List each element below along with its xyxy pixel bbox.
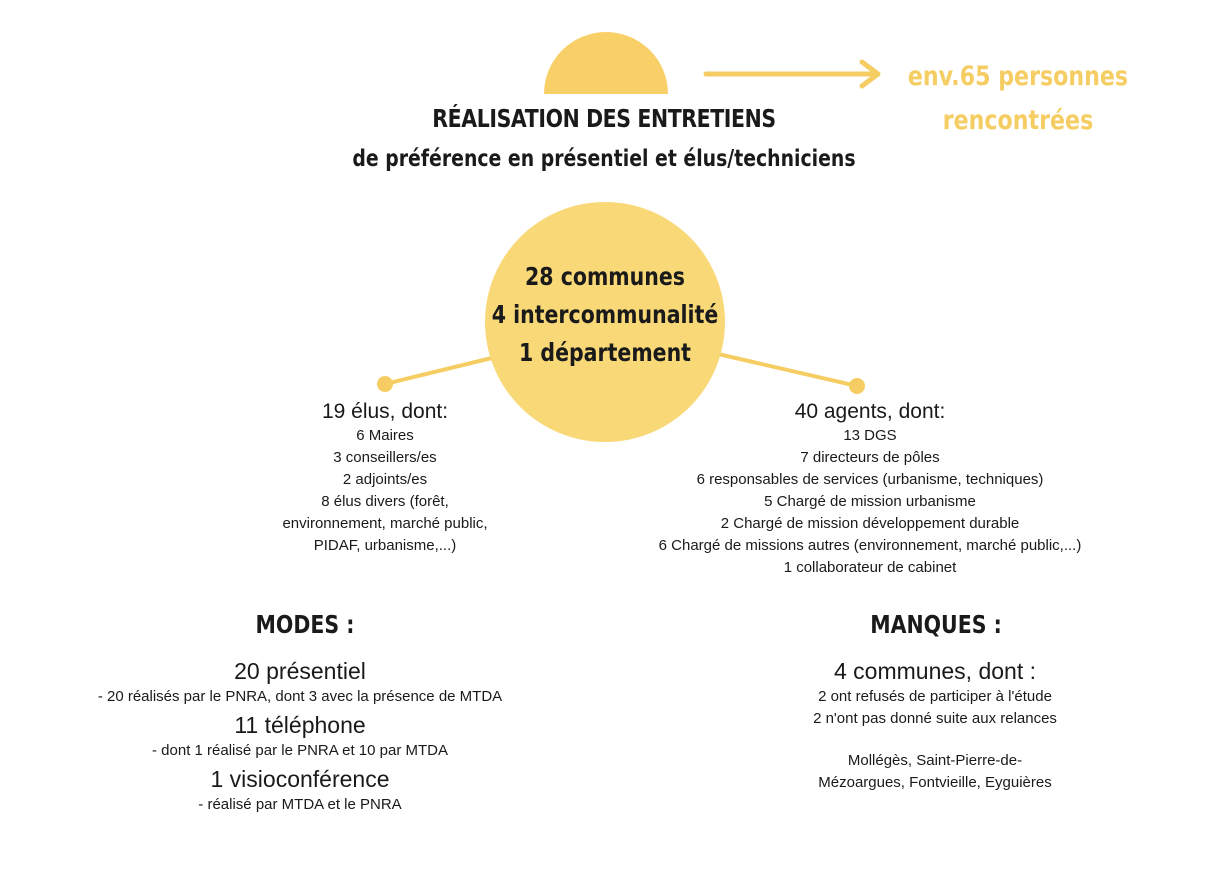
spacer bbox=[700, 730, 1170, 750]
mode-telephone-heading: 11 téléphone bbox=[234, 712, 366, 738]
mode-telephone-detail: - dont 1 réalisé par le PNRA et 10 par MTDA bbox=[152, 742, 448, 759]
result-callout bbox=[903, 55, 1133, 143]
list-item: 6 Chargé de missions autres (environnement, marché public,...) bbox=[658, 537, 1082, 554]
center-circle-text bbox=[482, 258, 728, 372]
list-item: 3 conseillers/es bbox=[333, 449, 437, 466]
modes-block bbox=[20, 654, 580, 816]
page-title: RÉALISATION DES ENTRETIENS bbox=[432, 104, 776, 133]
circle-line-intercommunalite: 4 intercommunalité bbox=[491, 300, 719, 329]
connector-right bbox=[718, 354, 857, 386]
mode-visio-detail: - réalisé par MTDA et le PNRA bbox=[198, 796, 402, 813]
circle-line-communes: 28 communes bbox=[525, 262, 685, 291]
manques-communes-line-1: Mollégès, Saint-Pierre-de- bbox=[847, 752, 1023, 769]
manques-communes-line-2: Mézoargues, Fontvieille, Eyguières bbox=[818, 774, 1052, 791]
circle-line-departement: 1 département bbox=[519, 338, 691, 367]
agents-heading: 40 agents, dont: bbox=[794, 400, 946, 423]
mode-visio-heading: 1 visioconférence bbox=[210, 766, 390, 792]
manques-heading: 4 communes, dont : bbox=[834, 658, 1036, 684]
connector-right-dot bbox=[849, 378, 865, 394]
result-line-1: env.65 personnes bbox=[907, 61, 1129, 92]
list-item: 6 Maires bbox=[356, 427, 414, 444]
mode-presentiel-detail: - 20 réalisés par le PNRA, dont 3 avec la présence de MTDA bbox=[97, 688, 503, 705]
manques-detail-refus: 2 ont refusés de participer à l'étude bbox=[818, 688, 1052, 705]
agents-block bbox=[560, 399, 1180, 579]
list-item: PIDAF, urbanisme,...) bbox=[313, 537, 457, 554]
connector-left-dot bbox=[377, 376, 393, 392]
mode-presentiel-heading: 20 présentiel bbox=[234, 658, 366, 684]
list-item: 7 directeurs de pôles bbox=[800, 449, 940, 466]
manques-title: MANQUES : bbox=[870, 610, 1002, 639]
list-item: 8 élus divers (forêt, bbox=[321, 493, 449, 510]
list-item: 13 DGS bbox=[843, 427, 897, 444]
list-item: 6 responsables de services (urbanisme, techniques) bbox=[696, 471, 1044, 488]
list-item: 2 adjoints/es bbox=[342, 471, 428, 488]
list-item: 1 collaborateur de cabinet bbox=[783, 559, 957, 576]
half-sun-icon bbox=[544, 32, 668, 94]
list-item: 2 Chargé de mission développement durable bbox=[720, 515, 1020, 532]
list-item: 5 Chargé de mission urbanisme bbox=[764, 493, 976, 510]
modes-title: MODES : bbox=[255, 610, 355, 639]
manques-block bbox=[700, 654, 1170, 794]
result-line-2: rencontrées bbox=[942, 105, 1094, 136]
elus-heading: 19 élus, dont: bbox=[321, 400, 449, 423]
manques-detail-relances: 2 n'ont pas donné suite aux relances bbox=[813, 710, 1057, 727]
list-item: environnement, marché public, bbox=[282, 515, 488, 532]
elus-block bbox=[205, 399, 565, 557]
page-subtitle: de préférence en présentiel et élus/techniciens bbox=[352, 146, 856, 172]
